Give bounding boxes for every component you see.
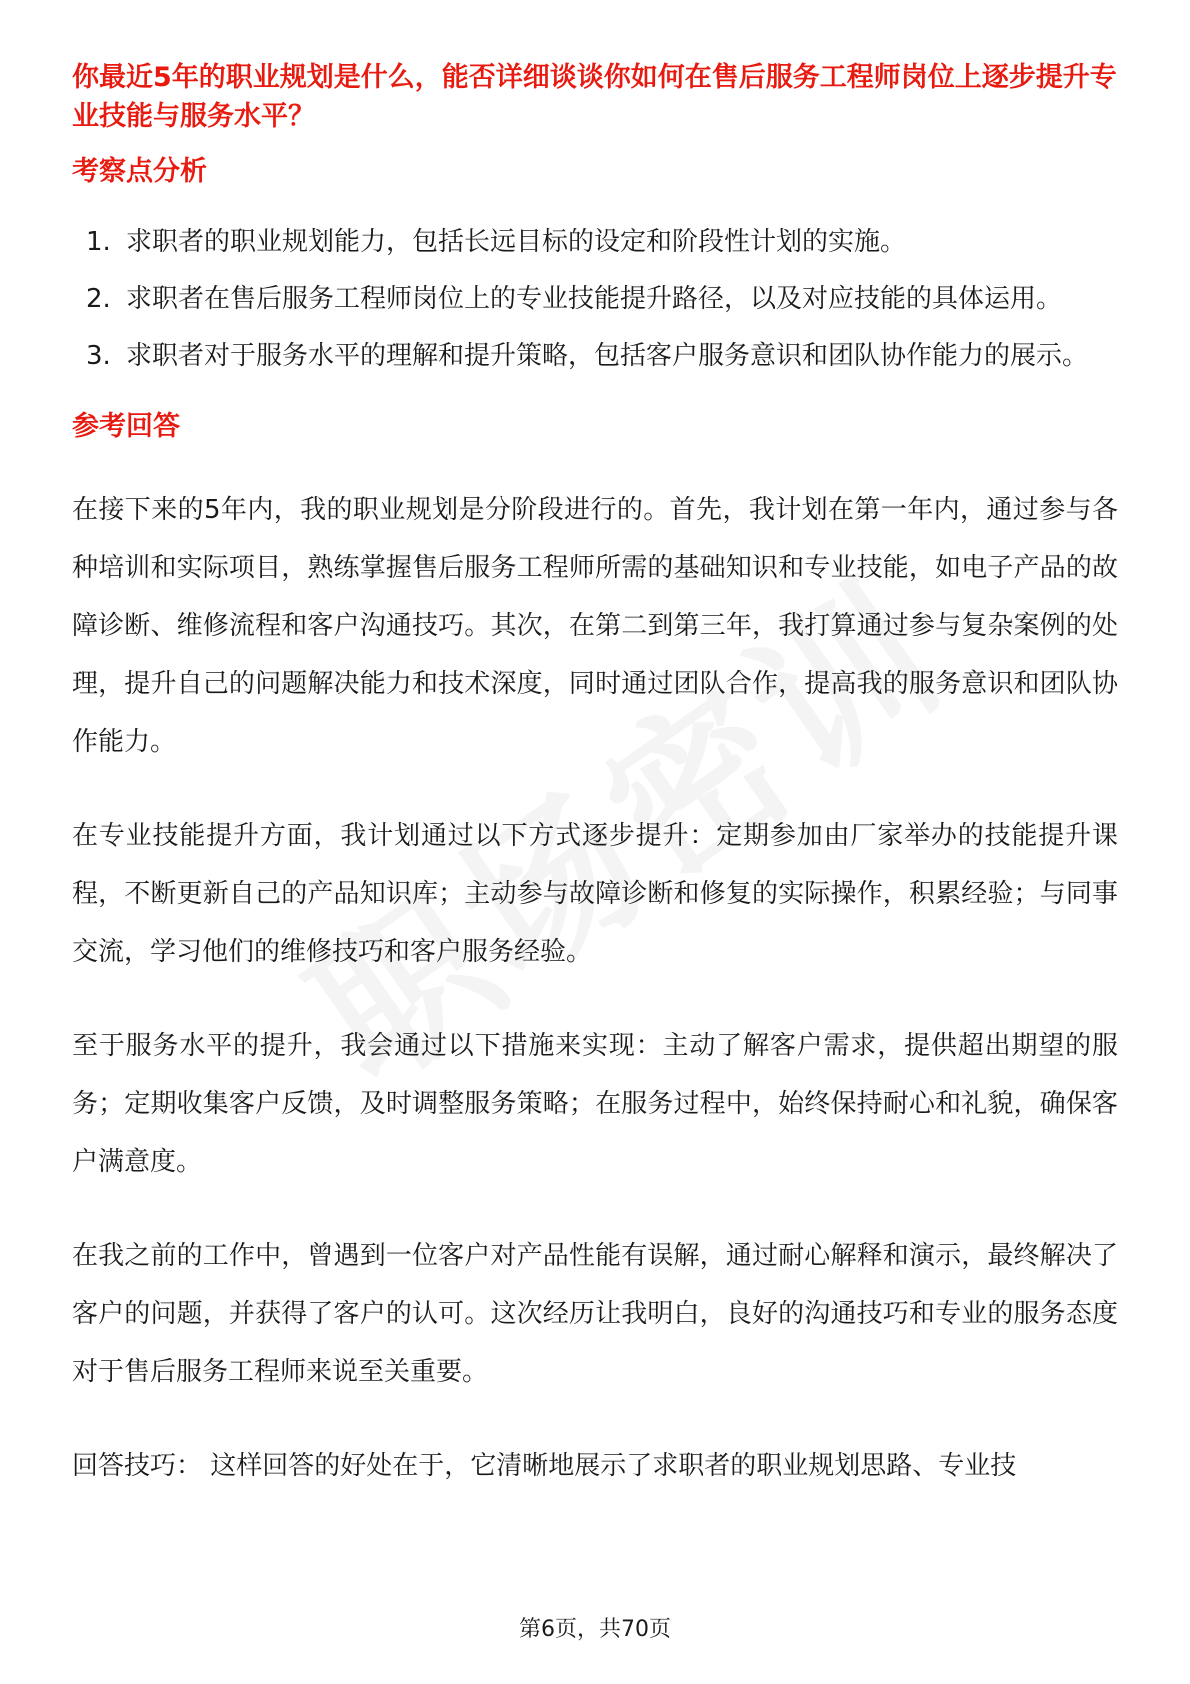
list-item-text: 求职者对于服务水平的理解和提升策略，包括客户服务意识和团队协作能力的展示。 <box>126 341 1089 371</box>
list-item-number: 2. <box>86 284 111 314</box>
page-number: 第6页，共70页 <box>519 1617 671 1642</box>
list-item <box>72 328 1118 385</box>
list-item <box>72 214 1118 271</box>
answer-tips-paragraph: 回答技巧： 这样回答的好处在于，它清晰地展示了求职者的职业规划思路、专业技 <box>72 1451 1017 1481</box>
list-item-number: 3. <box>86 341 111 371</box>
list-item <box>72 271 1118 328</box>
analysis-list <box>72 214 1118 385</box>
list-item-number: 1. <box>86 227 111 257</box>
question-heading: 你最近5年的职业规划是什么，能否详细谈谈你如何在售后服务工程师岗位上逐步提升专业技能与服务水平？ <box>72 62 1117 132</box>
answer-paragraph: 在专业技能提升方面，我计划通过以下方式逐步提升：定期参加由厂家举办的技能提升课程，不断更新自己的产品知识库；主动参与故障诊断和修复的实际操作，积累经验；与同事交流，学习他们的维修技巧和客户服务经验。 <box>72 821 1118 967</box>
list-item-text: 求职者的职业规划能力，包括长远目标的设定和阶段性计划的实施。 <box>126 227 907 257</box>
analysis-section-title: 考察点分析 <box>72 156 207 187</box>
page-content <box>72 58 1118 1495</box>
answer-paragraph: 在接下来的5年内，我的职业规划是分阶段进行的。首先，我计划在第一年内，通过参与各种培训和实际项目，熟练掌握售后服务工程师所需的基础知识和专业技能，如电子产品的故障诊断、维修流程和客户沟通技巧。其次，在第二到第三年，我打算通过参与复杂案例的处理，提升自己的问题解决能力和技术深度，同时通过团队合作，提高我的服务意识和团队协作能力。 <box>72 495 1118 757</box>
answer-section-title: 参考回答 <box>72 411 180 442</box>
answer-paragraph: 至于服务水平的提升，我会通过以下措施来实现：主动了解客户需求，提供超出期望的服务；定期收集客户反馈，及时调整服务策略；在服务过程中，始终保持耐心和礼貌，确保客户满意度。 <box>72 1031 1118 1177</box>
list-item-text: 求职者在售后服务工程师岗位上的专业技能提升路径，以及对应技能的具体运用。 <box>126 284 1063 314</box>
answer-paragraph: 在我之前的工作中，曾遇到一位客户对产品性能有误解，通过耐心解释和演示，最终解决了客户的问题，并获得了客户的认可。这次经历让我明白，良好的沟通技巧和专业的服务态度对于售后服务工程师来说至关重要。 <box>72 1241 1118 1387</box>
